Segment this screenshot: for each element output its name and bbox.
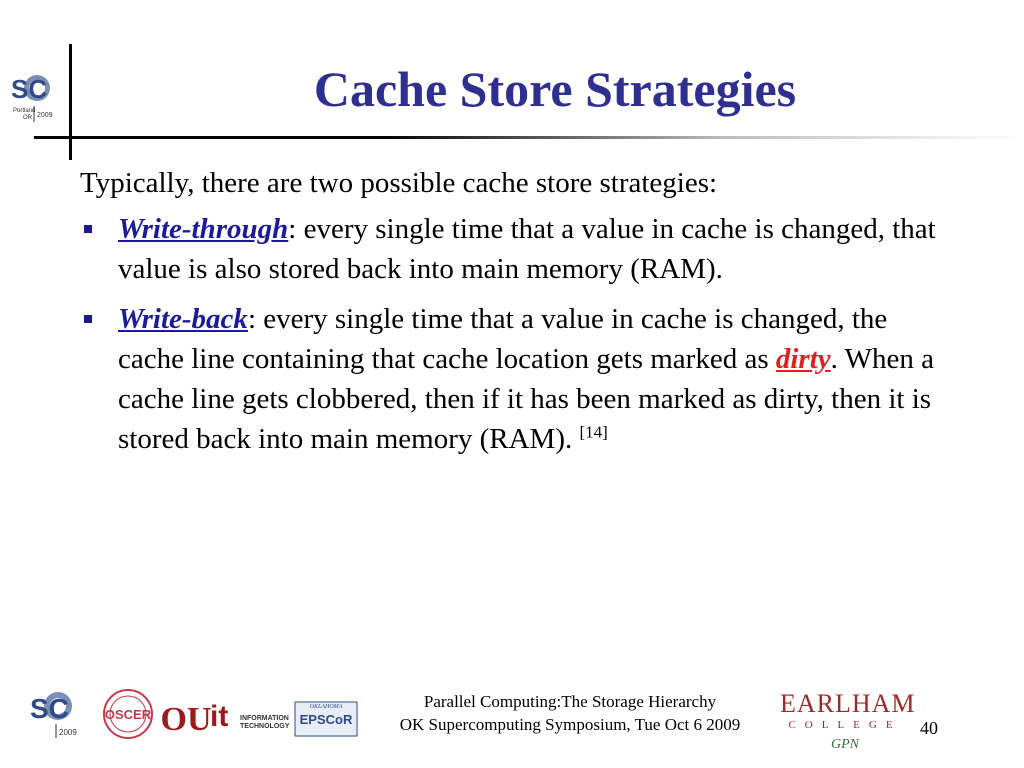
term-dirty: dirty <box>775 343 831 375</box>
bullet-write-back <box>80 299 960 459</box>
intro-text: Typically, there are two possible cache store strategies: <box>80 167 718 199</box>
write-through-description: : every single time that a value in cache is changed, that value is also stored back into main memory (RAM). <box>118 213 936 285</box>
sc-year: 2009 <box>37 112 53 119</box>
ou-it-logo <box>210 692 292 740</box>
sc-conference-logo <box>10 72 66 124</box>
footer-line-2: OK Supercomputing Symposium, Tue Oct 6 2009 <box>399 715 741 734</box>
citation-reference: [14] <box>579 422 608 442</box>
sc09-year: 2009 <box>59 728 77 737</box>
it-line2: TECHNOLOGY <box>240 723 290 730</box>
square-bullet-icon <box>84 315 92 323</box>
bullet-list <box>80 209 960 459</box>
gpn-text: GPN <box>831 737 859 752</box>
page-number: 40 <box>920 718 938 738</box>
oklahoma-epscor-logo <box>294 696 358 740</box>
write-back-description-start: : every single time that a value in cache is changed, the cache line containing that cache location gets marked as <box>118 303 888 375</box>
ou-logo <box>160 692 212 740</box>
term-write-through: Write-through <box>118 213 289 245</box>
gpn-logo <box>815 732 875 754</box>
earlham-sub: COLLEGE <box>788 719 902 731</box>
slide-title: Cache Store Strategies <box>313 61 797 117</box>
footer-line-1: Parallel Computing:The Storage Hierarchy <box>423 692 717 711</box>
term-write-back: Write-back <box>118 303 248 335</box>
square-bullet-icon <box>84 225 92 233</box>
sc-city: Portland <box>13 108 36 114</box>
sc-letters: SC <box>11 74 48 104</box>
it-line1: INFORMATION <box>240 715 289 722</box>
oscer-text: OSCER <box>104 707 152 722</box>
header-vertical-rule <box>69 44 72 160</box>
sc-state: OR <box>23 115 32 121</box>
earlham-college-logo <box>780 689 916 759</box>
oscer-seal-logo <box>94 688 162 740</box>
header-horizontal-rule <box>34 136 1024 139</box>
epscor-top: OKLAHOMA <box>309 704 343 710</box>
bullet-write-through <box>80 209 960 289</box>
earlham-name: EARLHAM <box>780 689 916 718</box>
ou-mark: OU <box>160 701 212 738</box>
sc09-footer-logo <box>28 688 90 740</box>
sc09-letters: SC <box>30 693 69 724</box>
it-mark: it <box>210 700 229 733</box>
write-back-description-end: . When a cache line gets clobbered, then if it has been marked as dirty, then it is stored back into main memory (RAM). <box>118 343 934 455</box>
epscor-name: EPSCoR <box>299 712 353 727</box>
slide-body <box>80 163 960 469</box>
footer-caption <box>360 690 780 736</box>
